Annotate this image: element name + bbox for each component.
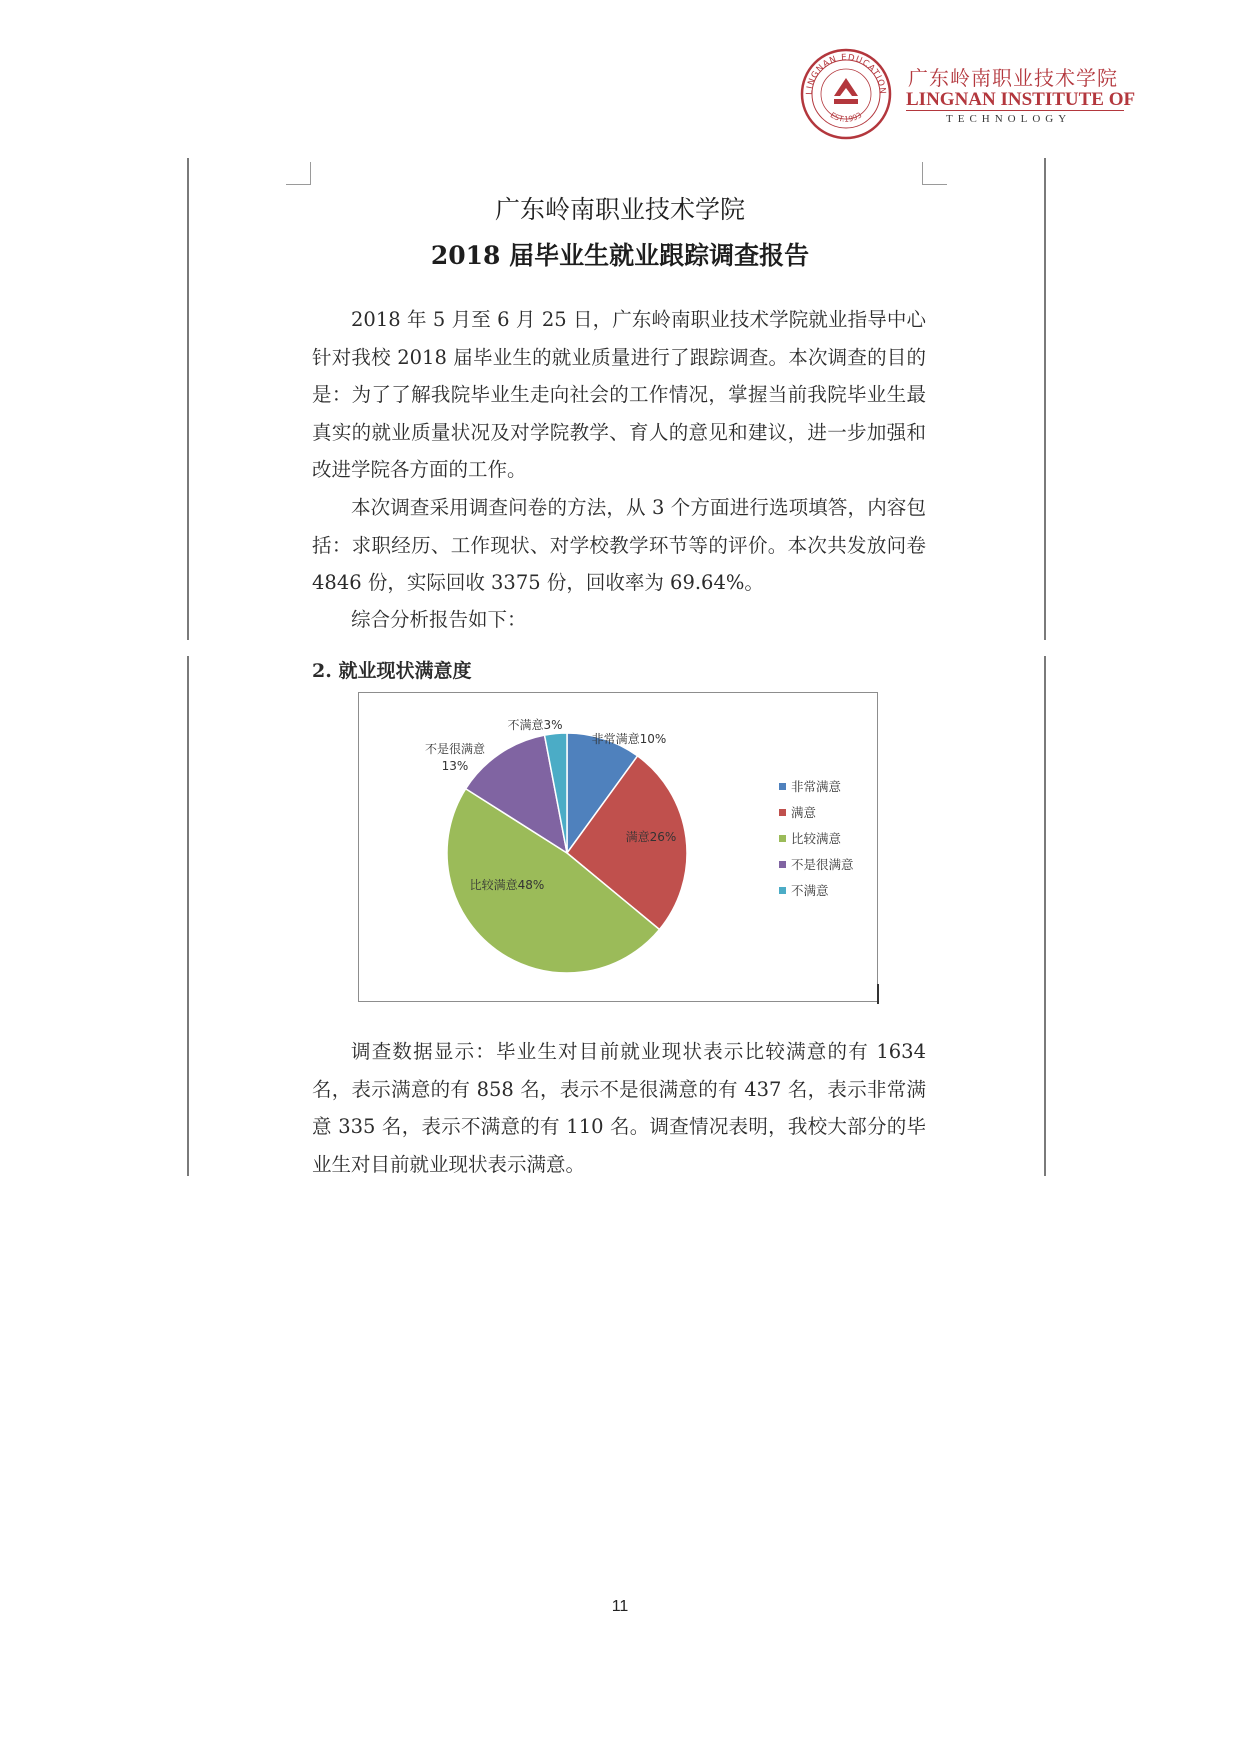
- legend-swatch-3: [779, 861, 786, 868]
- legend-label-0: 非常满意: [791, 779, 842, 794]
- institute-seal-logo: [800, 48, 892, 140]
- svg-text:EST.1993: [829, 110, 864, 123]
- seal-bottom-text: EST.1993: [828, 110, 864, 124]
- data-label-0: 非常满意10%: [591, 732, 667, 746]
- org-name-en: LINGNAN INSTITUTE OF: [906, 89, 1136, 110]
- margin-corner-mark-right: [922, 162, 947, 185]
- data-label-2: 比较满意48%: [469, 878, 545, 892]
- page-left-border: [187, 158, 189, 640]
- legend-label-1: 满意: [791, 805, 817, 820]
- page-number: 11: [611, 1598, 629, 1615]
- satisfaction-pie-chart: [358, 692, 878, 1002]
- page-right-border-2: [1044, 656, 1046, 1176]
- document-title: 广东岭南职业技术学院: [494, 195, 745, 224]
- legend-label-4: 不满意: [791, 883, 829, 898]
- legend-swatch-0: [779, 783, 786, 790]
- document-subtitle: 2018 届毕业生就业跟踪调查报告: [430, 241, 810, 270]
- data-label-3-line0: 不是很满意: [424, 742, 486, 756]
- chart-cursor-mark: [877, 984, 879, 1004]
- pie-chart-svg: [359, 693, 877, 1001]
- analysis-paragraph: 调查数据显示：毕业生对目前就业现状表示比较满意的有 1634 名，表示满意的有 858 名，表示不是很满意的有 437 名，表示非常满意 335 名，表示不满意的有 110 名。调查情况表明，我校大部分的毕业生对目前就业现状表示满意。: [312, 1040, 926, 1176]
- legend-label-2: 比较满意: [791, 831, 842, 846]
- margin-corner-mark-left: [286, 162, 311, 185]
- org-name-cn: 广东岭南职业技术学院: [908, 66, 1118, 90]
- page-right-border: [1044, 158, 1046, 640]
- legend-swatch-1: [779, 809, 786, 816]
- page-left-border-2: [187, 656, 189, 1176]
- section-heading: 2. 就业现状满意度: [312, 660, 472, 682]
- intro-paragraph-1: 2018 年 5 月至 6 月 25 日，广东岭南职业技术学院就业指导中心针对我校 2018 届毕业生的就业质量进行了跟踪调查。本次调查的目的是：为了了解我院毕业生走向社会的工作情况，掌握当前我院毕业生最真实的就业质量状况及对学院教学、育人的意见和建议，进一步加强和改进学院各方面的工作。: [312, 308, 926, 481]
- org-name-en-technology: TECHNOLOGY: [946, 113, 1072, 125]
- seal-top-text: LINGNAN EDUCATION: [804, 52, 888, 96]
- org-name-rule: [906, 110, 1124, 111]
- intro-paragraph-2: 本次调查采用调查问卷的方法，从 3 个方面进行选项填答，内容包括：求职经历、工作现状、对学校教学环节等的评价。本次共发放问卷 4846 份，实际回收 3375 份，回收率为 69.64%。: [312, 496, 926, 594]
- legend-swatch-2: [779, 835, 786, 842]
- legend-swatch-4: [779, 887, 786, 894]
- legend-label-3: 不是很满意: [791, 857, 854, 872]
- data-label-3-line1: 13%: [441, 759, 469, 773]
- data-label-1: 满意26%: [625, 830, 677, 844]
- intro-paragraph-3: 综合分析报告如下：: [351, 608, 527, 631]
- data-label-4: 不满意3%: [507, 718, 563, 732]
